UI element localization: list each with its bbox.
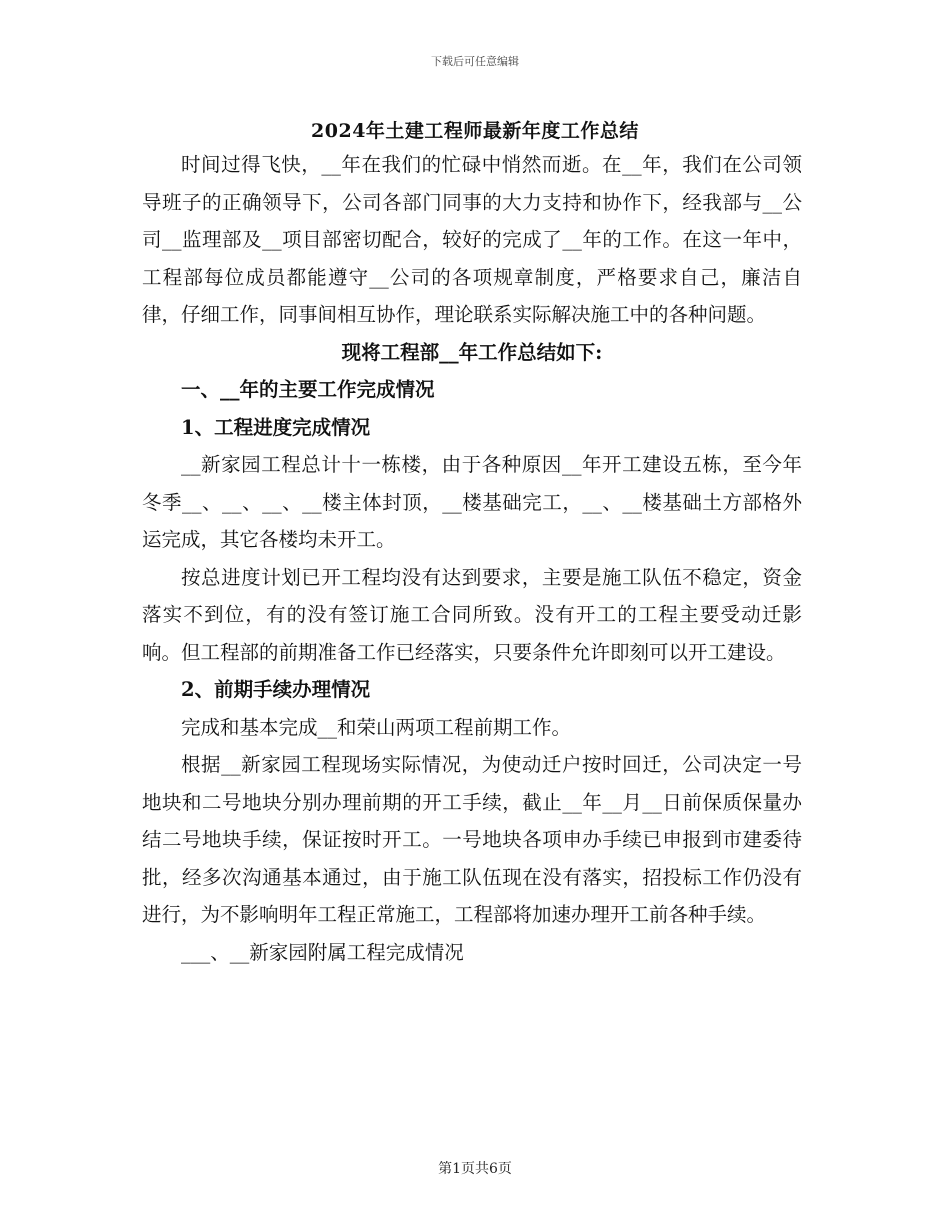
document-body — [142, 146, 802, 971]
document-title: 2024年土建工程师最新年度工作总结 — [311, 120, 639, 142]
progress-paragraph-1: __新家园工程总计十一栋楼，由于各种原因__年开工建设五栋，至今年冬季__、__、__、__楼主体封顶，__楼基础完工，__、__楼基础土方部格外运完成，其它各楼均未开工。 — [142, 453, 802, 551]
page-number-footer: 第1页共6页 — [438, 1161, 512, 1177]
subsection-heading-progress: 1、工程进度完成情况 — [181, 415, 371, 439]
progress-paragraph-2: 按总进度计划已开工程均没有达到要求，主要是施工队伍不稳定，资金落实不到位，有的没有签订施工合同所致。没有开工的工程主要受动迁影响。但工程部的前期准备工作已经落实，只要条件允许即刻可以开工建设。 — [142, 565, 802, 664]
subsection-heading-procedures: 2、前期手续办理情况 — [181, 678, 371, 701]
subsection-heading-ancillary: ___、__新家园附属工程完成情况 — [181, 940, 464, 964]
procedures-paragraph-2: 根据__新家园工程现场实际情况，为使动迁户按时回迁，公司决定一号地块和二号地块分别办理前期的开工手续，截止__年__月__日前保质保量办结二号地块手续，保证按时开工。一号地块各项申办手续已申报到市建委待批，经多次沟通基本通过，由于施工队伍现在没有落实，招投标工作仍没有进行，为不影响明年工程正常施工，工程部将加速办理开工前各种手续。 — [142, 753, 802, 926]
procedures-paragraph-1: 完成和基本完成__和荣山两项工程前期工作。 — [181, 715, 572, 739]
intro-paragraph: 时间过得飞快，__年在我们的忙碌中悄然而逝。在__年，我们在公司领导班子的正确领导下，公司各部门同事的大力支持和协作下，经我部与__公司__监理部及__项目部密切配合，较好的完成了__年的工作。在这一年中，工程部每位成员都能遵守__公司的各项规章制度，严格要求自己，廉洁自律，仔细工作，同事间相互协作，理论联系实际解决施工中的各种问题。 — [142, 153, 802, 326]
summary-heading: 现将工程部__年工作总结如下: — [341, 340, 603, 364]
section-heading-1: 一、__年的主要工作完成情况 — [181, 378, 435, 401]
page-header-note: 下载后可任意编辑 — [431, 55, 519, 68]
